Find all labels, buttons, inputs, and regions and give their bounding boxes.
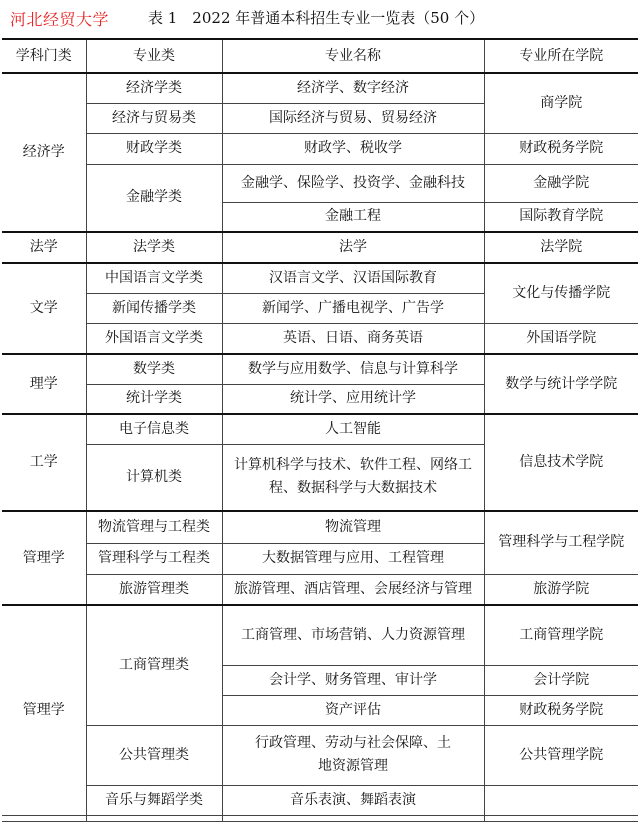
school-cell: 法学院 [484,232,638,263]
header-category: 专业类 [86,39,222,73]
table-row [2,263,638,293]
discipline-cell: 法学 [2,232,86,263]
major-cell: 国际经济与贸易、贸易经济 [222,103,484,133]
school-cell: 工商管理学院 [484,605,638,665]
table-row [2,785,638,815]
school-cell: 金融学院 [484,164,638,202]
school-cell: 文化与传播学院 [484,263,638,323]
major-cell: 物流管理 [222,511,484,543]
discipline-cell: 文学 [2,263,86,354]
major-cell: 人工智能 [222,414,484,444]
school-cell: 国际教育学院 [484,202,638,232]
school-cell: 财政税务学院 [484,133,638,164]
major-cell: 行政管理、劳动与社会保障、土地资源管理 [222,725,484,785]
major-cell: 新闻学、广播电视学、广告学 [222,293,484,323]
table-row [2,323,638,354]
discipline-cell: 理学 [2,354,86,414]
table-row [2,232,638,263]
table-row [2,414,638,444]
major-cell: 汉语言文学、汉语国际教育 [222,263,484,293]
category-cell: 财政学类 [86,133,222,164]
discipline-cell: 工学 [2,414,86,511]
table-row [2,725,638,785]
category-cell: 数学类 [86,354,222,384]
major-cell: 金融工程 [222,202,484,232]
category-cell: 中国语言文学类 [86,263,222,293]
category-cell: 金融学类 [86,164,222,232]
table-row-cut [2,815,638,821]
major-cell: 财政学、税收学 [222,133,484,164]
category-cell: 统计学类 [86,384,222,414]
category-cell: 经济与贸易类 [86,103,222,133]
discipline-cell: 管理学 [2,511,86,605]
school-cell: 公共管理学院 [484,725,638,785]
school-cell: 数学与统计学学院 [484,354,638,414]
majors-table-container [2,38,638,822]
category-cell: 工商管理类 [86,605,222,725]
table-row [2,164,638,202]
category-cell: 新闻传播学类 [86,293,222,323]
majors-table [2,38,638,822]
category-cell: 外国语言文学类 [86,323,222,354]
major-cell: 计算机科学与技术、软件工程、网络工程、数据科学与大数据技术 [222,444,484,511]
category-cell: 计算机类 [86,444,222,511]
category-cell: 电子信息类 [86,414,222,444]
table-header-row [2,39,638,73]
major-cell: 音乐表演、舞蹈表演 [222,785,484,815]
table-row [2,73,638,103]
discipline-cell: 管理学 [2,605,86,815]
category-cell: 旅游管理类 [86,574,222,605]
major-cell: 大数据管理与应用、工程管理 [222,543,484,574]
school-cell: 外国语学院 [484,323,638,354]
major-cell: 数学与应用数学、信息与计算科学 [222,354,484,384]
major-cell: 旅游管理、酒店管理、会展经济与管理 [222,574,484,605]
category-cell: 经济学类 [86,73,222,103]
table-row [2,354,638,384]
school-cell: 旅游学院 [484,574,638,605]
school-cell: 商学院 [484,73,638,133]
header-discipline: 学科门类 [2,39,86,73]
school-cell: 财政税务学院 [484,695,638,725]
category-cell: 法学类 [86,232,222,263]
table-row [2,511,638,543]
university-logo-text: 河北经贸大学 [10,10,110,29]
discipline-cell: 经济学 [2,73,86,232]
table-row [2,605,638,665]
major-cell: 会计学、财务管理、审计学 [222,665,484,695]
major-cell: 统计学、应用统计学 [222,384,484,414]
table-row [2,133,638,164]
major-cell: 法学 [222,232,484,263]
major-cell: 资产评估 [222,695,484,725]
school-cell: 信息技术学院 [484,414,638,511]
major-cell: 经济学、数字经济 [222,73,484,103]
school-cell: 会计学院 [484,665,638,695]
major-cell: 工商管理、市场营销、人力资源管理 [222,605,484,665]
category-cell: 物流管理与工程类 [86,511,222,543]
school-cell [484,785,638,815]
major-cell: 金融学、保险学、投资学、金融科技 [222,164,484,202]
category-cell: 公共管理类 [86,725,222,785]
table-caption: 表 1 2022 年普通本科招生专业一览表（50 个） [148,9,485,27]
header-major: 专业名称 [222,39,484,73]
school-cell: 管理科学与工程学院 [484,511,638,574]
category-cell: 管理科学与工程类 [86,543,222,574]
header-school: 专业所在学院 [484,39,638,73]
page-header [0,0,640,38]
category-cell: 音乐与舞蹈学类 [86,785,222,815]
major-cell: 英语、日语、商务英语 [222,323,484,354]
table-row [2,574,638,605]
